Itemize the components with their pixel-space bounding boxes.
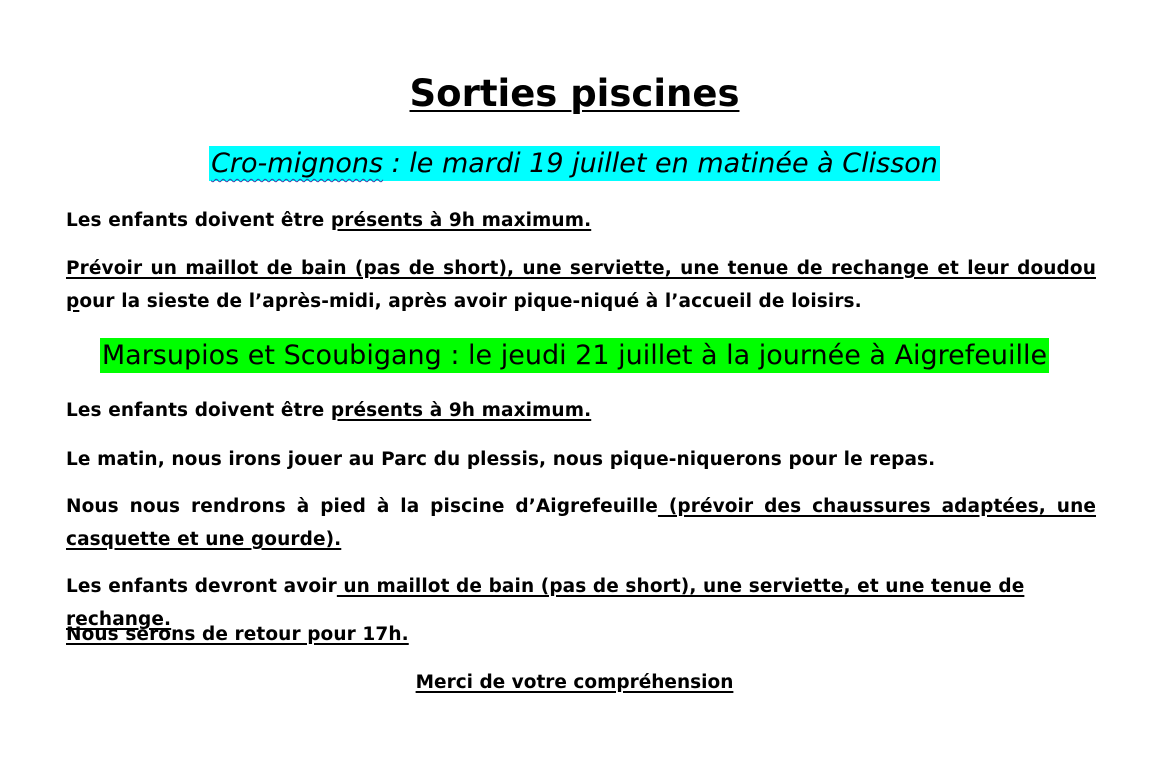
arrival-time-paragraph-1 — [66, 204, 1096, 237]
equipment-list-underlined-2: un maillot de bain (pas de short), une serviette, et une tenue de rechange. — [66, 576, 1025, 630]
morning-plan-text: Le matin, nous irons jouer au Parc du plessis, nous pique-niquerons pour le repas. — [66, 449, 936, 470]
section-heading-details: : le mardi 19 juillet en matinée à Clisson — [383, 148, 938, 179]
arrival-text: Les enfants doivent être — [66, 210, 331, 231]
group-name-cro-mignons: Cro-mignons — [211, 148, 384, 179]
equipment-paragraph-1 — [66, 252, 1096, 318]
walk-paragraph — [66, 490, 1096, 556]
morning-plan-paragraph — [66, 443, 1096, 476]
arrival-text-2: Les enfants doivent être — [66, 400, 331, 421]
walk-text: Nous nous rendrons à pied à la piscine d’Aigrefeuille — [66, 496, 658, 517]
section-heading-highlight — [209, 146, 940, 181]
arrival-time-underlined-2: présents à 9h maximum. — [330, 400, 592, 421]
return-time-paragraph — [66, 618, 1096, 651]
closing-text: Merci de votre compréhension — [415, 672, 734, 693]
walk-equipment-underlined: (prévoir des chaussures adaptées, une casquette et une gourde). — [66, 496, 1096, 550]
section-heading-highlight-2: Marsupios et Scoubigang : le jeudi 21 juillet à la journée à Aigrefeuille — [101, 340, 1048, 371]
arrival-time-paragraph-2 — [66, 394, 1096, 427]
equipment-text: our la sieste de l’après-midi, après avoir pique-niqué à l’accueil de loisirs. — [79, 291, 862, 312]
arrival-time-underlined: présents à 9h maximum. — [330, 210, 592, 231]
document-title — [0, 70, 1149, 118]
equipment-list-underlined: Prévoir un maillot de bain (pas de short), une serviette, une tenue de rechange et leur doudou p — [66, 258, 1096, 312]
return-time-underlined: Nous serons de retour pour 17h. — [66, 624, 409, 645]
equipment-text-2: Les enfants devront avoir — [66, 576, 337, 597]
closing-line — [0, 666, 1149, 699]
section-heading-marsupios — [0, 336, 1149, 376]
title-text: Sorties piscines — [409, 72, 740, 115]
section-heading-cro-mignons — [0, 144, 1149, 184]
